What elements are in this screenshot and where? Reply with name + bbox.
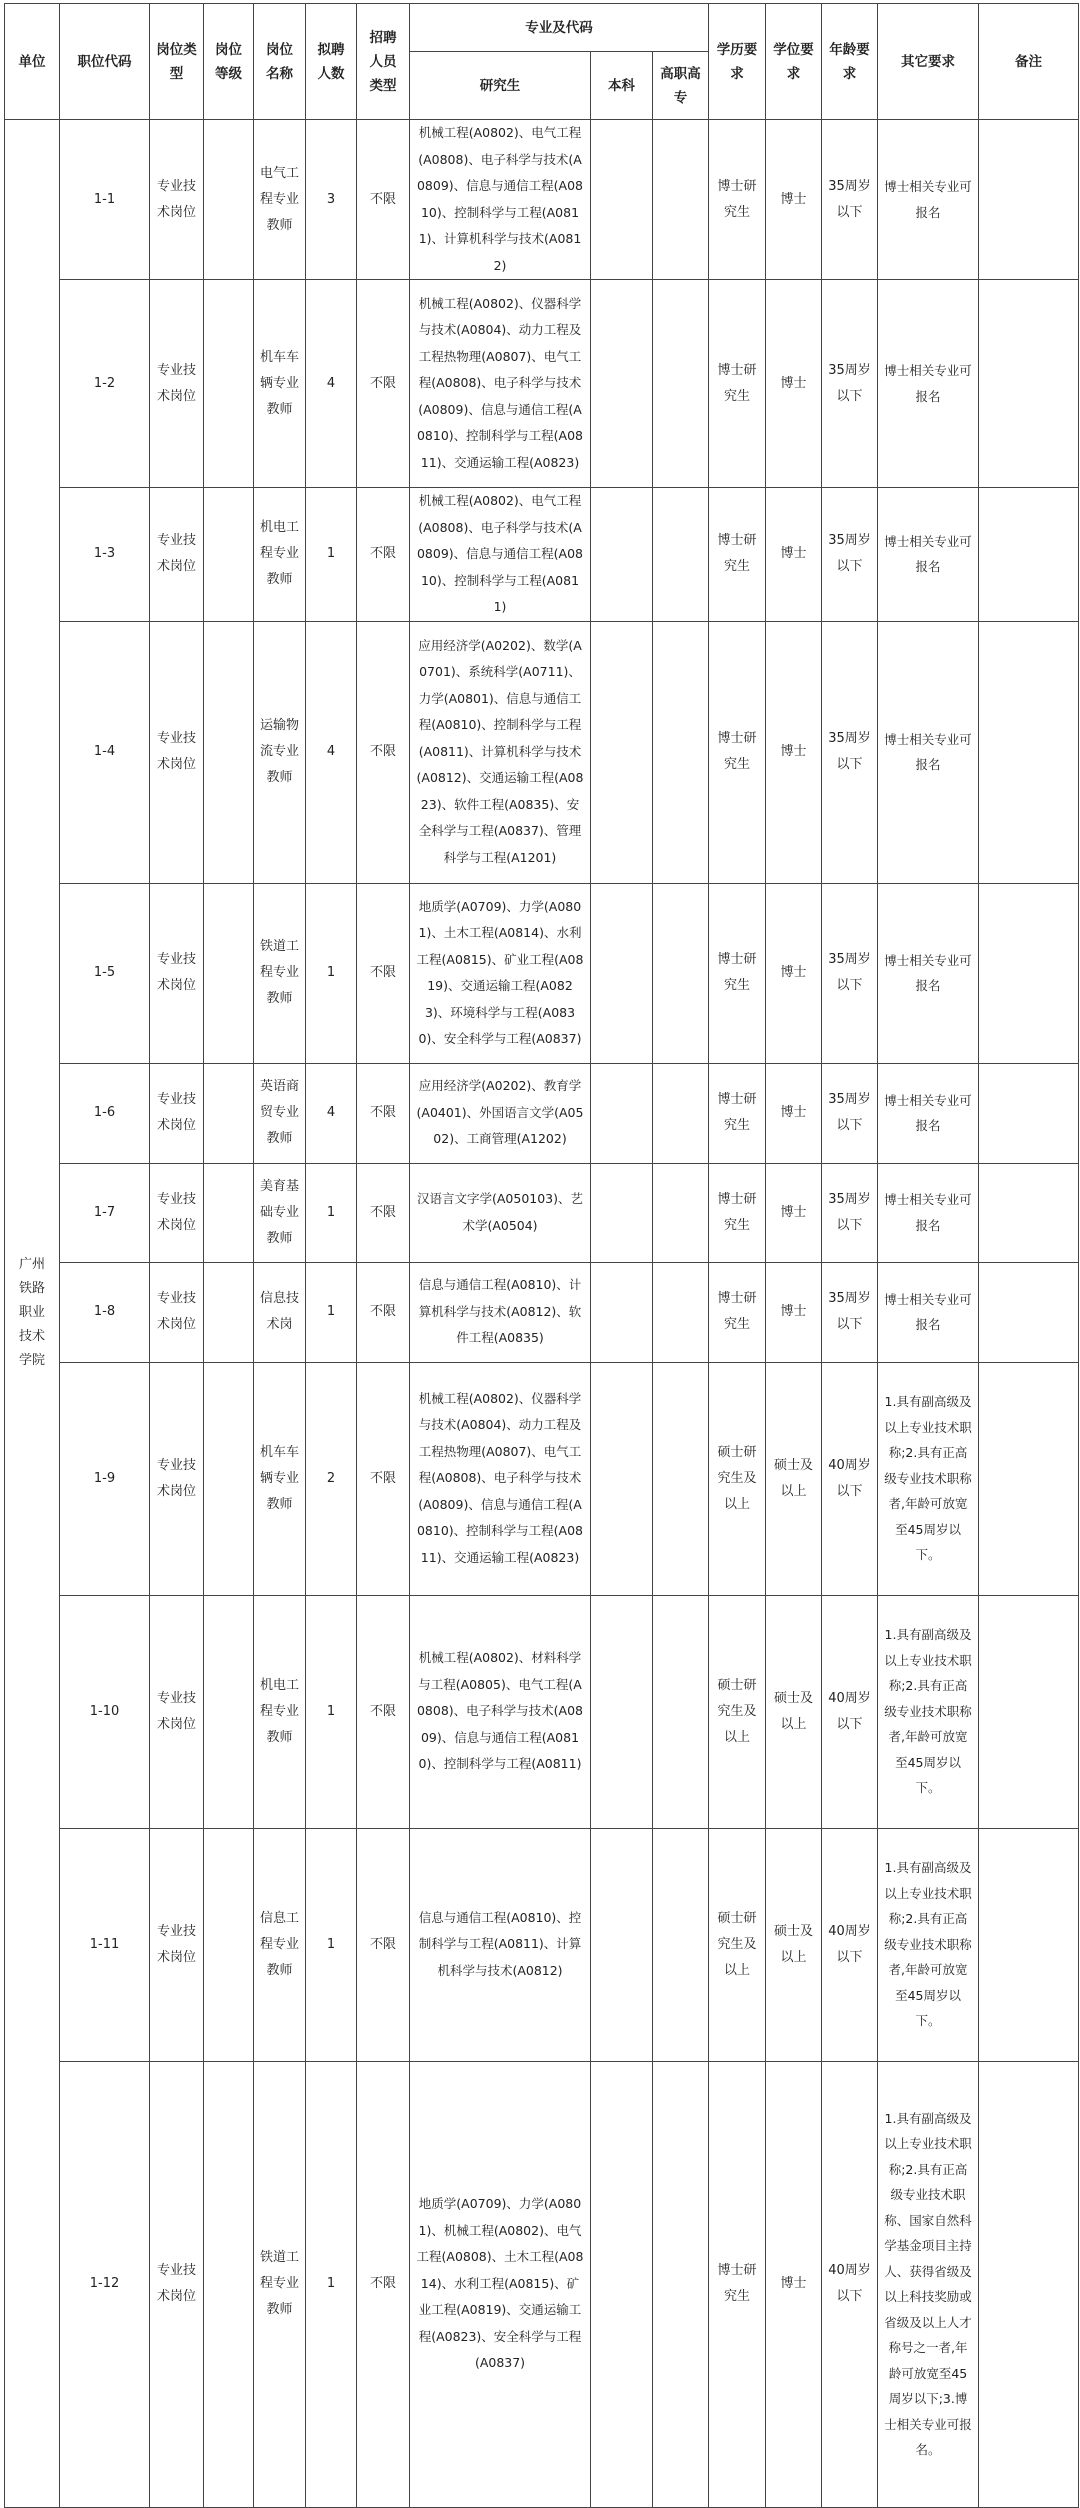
education-requirement: 博士研究生 (709, 621, 766, 883)
position-type: 专业技术岗位 (150, 1362, 204, 1595)
remark (979, 1362, 1079, 1595)
header-education: 学历要求 (709, 4, 766, 120)
remark (979, 621, 1079, 883)
age-requirement: 40周岁以下 (822, 1595, 878, 1828)
age-requirement: 35周岁以下 (822, 883, 878, 1063)
position-code: 1-9 (60, 1362, 150, 1595)
position-code: 1-7 (60, 1163, 150, 1262)
table-row (5, 1063, 1079, 1163)
personnel-type: 不限 (357, 1063, 410, 1163)
table-row (5, 1163, 1079, 1262)
personnel-type: 不限 (357, 1163, 410, 1262)
position-name: 信息工程专业教师 (254, 1828, 306, 2061)
position-grade (204, 1063, 254, 1163)
personnel-type: 不限 (357, 1828, 410, 2061)
header-degree: 学位要求 (766, 4, 822, 120)
undergraduate-majors (591, 1828, 653, 2061)
personnel-type: 不限 (357, 1362, 410, 1595)
position-type: 专业技术岗位 (150, 1595, 204, 1828)
personnel-type: 不限 (357, 488, 410, 622)
position-grade (204, 120, 254, 280)
position-type: 专业技术岗位 (150, 488, 204, 622)
personnel-type: 不限 (357, 1595, 410, 1828)
remark (979, 488, 1079, 622)
graduate-majors: 机械工程(A0802)、材料科学与工程(A0805)、电气工程(A0808)、电子科学与技术(A0809)、信息与通信工程(A0810)、控制科学与工程(A0811) (410, 1595, 591, 1828)
hire-count: 4 (306, 280, 357, 488)
position-type: 专业技术岗位 (150, 280, 204, 488)
table-row (5, 1828, 1079, 2061)
vocational-majors (653, 1595, 709, 1828)
remark (979, 280, 1079, 488)
header-personnel-type: 招聘人员类型 (357, 4, 410, 120)
other-requirements: 1.具有副高级及以上专业技术职称;2.具有正高级专业技术职称者,年龄可放宽至45周岁以下。 (878, 1828, 979, 2061)
position-name: 信息技术岗 (254, 1262, 306, 1362)
other-requirements: 1.具有副高级及以上专业技术职称;2.具有正高级专业技术职称者,年龄可放宽至45周岁以下。 (878, 1362, 979, 1595)
remark (979, 883, 1079, 1063)
position-name: 机电工程专业教师 (254, 1595, 306, 1828)
undergraduate-majors (591, 280, 653, 488)
personnel-type: 不限 (357, 2061, 410, 2507)
age-requirement: 35周岁以下 (822, 120, 878, 280)
header-position-name: 岗位名称 (254, 4, 306, 120)
position-grade (204, 883, 254, 1063)
hire-count: 2 (306, 1362, 357, 1595)
position-grade (204, 2061, 254, 2507)
vocational-majors (653, 2061, 709, 2507)
personnel-type: 不限 (357, 120, 410, 280)
hire-count: 1 (306, 1828, 357, 2061)
table-row (5, 1595, 1079, 1828)
remark (979, 1828, 1079, 2061)
graduate-majors: 汉语言文字学(A050103)、艺术学(A0504) (410, 1163, 591, 1262)
table-row (5, 280, 1079, 488)
vocational-majors (653, 1828, 709, 2061)
position-code: 1-10 (60, 1595, 150, 1828)
header-position-grade: 岗位等级 (204, 4, 254, 120)
graduate-majors: 机械工程(A0802)、电气工程(A0808)、电子科学与技术(A0809)、信息与通信工程(A0810)、控制科学与工程(A0811) (410, 488, 591, 622)
header-remarks: 备注 (979, 4, 1079, 120)
age-requirement: 40周岁以下 (822, 2061, 878, 2507)
hire-count: 3 (306, 120, 357, 280)
position-name: 美育基础专业教师 (254, 1163, 306, 1262)
age-requirement: 35周岁以下 (822, 1262, 878, 1362)
undergraduate-majors (591, 1262, 653, 1362)
personnel-type: 不限 (357, 621, 410, 883)
degree-requirement: 硕士及以上 (766, 1362, 822, 1595)
header-other-requirements: 其它要求 (878, 4, 979, 120)
table-row (5, 883, 1079, 1063)
hire-count: 4 (306, 621, 357, 883)
education-requirement: 博士研究生 (709, 883, 766, 1063)
position-code: 1-1 (60, 120, 150, 280)
vocational-majors (653, 883, 709, 1063)
undergraduate-majors (591, 621, 653, 883)
position-grade (204, 1163, 254, 1262)
other-requirements: 博士相关专业可报名 (878, 1262, 979, 1362)
age-requirement: 35周岁以下 (822, 280, 878, 488)
age-requirement: 35周岁以下 (822, 621, 878, 883)
position-type: 专业技术岗位 (150, 1163, 204, 1262)
vocational-majors (653, 488, 709, 622)
position-grade (204, 280, 254, 488)
position-name: 机电工程专业教师 (254, 488, 306, 622)
undergraduate-majors (591, 883, 653, 1063)
age-requirement: 40周岁以下 (822, 1828, 878, 2061)
unit-name: 广州铁路职业技术学院 (5, 120, 60, 2508)
education-requirement: 博士研究生 (709, 280, 766, 488)
hire-count: 1 (306, 1262, 357, 1362)
undergraduate-majors (591, 1362, 653, 1595)
vocational-majors (653, 1163, 709, 1262)
position-grade (204, 621, 254, 883)
remark (979, 1063, 1079, 1163)
position-name: 机车车辆专业教师 (254, 280, 306, 488)
position-type: 专业技术岗位 (150, 883, 204, 1063)
education-requirement: 硕士研究生及以上 (709, 1595, 766, 1828)
position-type: 专业技术岗位 (150, 120, 204, 280)
vocational-majors (653, 1262, 709, 1362)
degree-requirement: 博士 (766, 488, 822, 622)
header-graduate: 研究生 (410, 52, 591, 120)
position-name: 铁道工程专业教师 (254, 2061, 306, 2507)
vocational-majors (653, 1362, 709, 1595)
degree-requirement: 博士 (766, 1163, 822, 1262)
education-requirement: 博士研究生 (709, 120, 766, 280)
vocational-majors (653, 1063, 709, 1163)
header-hire-count: 拟聘人数 (306, 4, 357, 120)
table-body (5, 120, 1079, 2508)
position-type: 专业技术岗位 (150, 2061, 204, 2507)
education-requirement: 硕士研究生及以上 (709, 1828, 766, 2061)
position-type: 专业技术岗位 (150, 1262, 204, 1362)
table-row (5, 1362, 1079, 1595)
personnel-type: 不限 (357, 280, 410, 488)
degree-requirement: 博士 (766, 1063, 822, 1163)
vocational-majors (653, 621, 709, 883)
undergraduate-majors (591, 1063, 653, 1163)
position-code: 1-5 (60, 883, 150, 1063)
graduate-majors: 应用经济学(A0202)、教育学(A0401)、外国语言文学(A0502)、工商管理(A1202) (410, 1063, 591, 1163)
position-code: 1-8 (60, 1262, 150, 1362)
other-requirements: 博士相关专业可报名 (878, 120, 979, 280)
education-requirement: 博士研究生 (709, 488, 766, 622)
table-row (5, 120, 1079, 280)
other-requirements: 博士相关专业可报名 (878, 1063, 979, 1163)
other-requirements: 1.具有副高级及以上专业技术职称;2.具有正高级专业技术职称、国家自然科学基金项目主持人、获得省级及以上科技奖励或省级及以上人才称号之一者,年龄可放宽至45周岁以下;3.博士相关专业可报名。 (878, 2061, 979, 2507)
education-requirement: 硕士研究生及以上 (709, 1362, 766, 1595)
degree-requirement: 博士 (766, 621, 822, 883)
personnel-type: 不限 (357, 883, 410, 1063)
degree-requirement: 博士 (766, 1262, 822, 1362)
position-name: 英语商贸专业教师 (254, 1063, 306, 1163)
graduate-majors: 机械工程(A0802)、仪器科学与技术(A0804)、动力工程及工程热物理(A0807)、电气工程(A0808)、电子科学与技术(A0809)、信息与通信工程(A0810)、控制科学与工程(A0811)、交通运输工程(A0823) (410, 280, 591, 488)
graduate-majors: 地质学(A0709)、力学(A0801)、机械工程(A0802)、电气工程(A0808)、土木工程(A0814)、水利工程(A0815)、矿业工程(A0819)、交通运输工程(A0823)、安全科学与工程(A0837) (410, 2061, 591, 2507)
graduate-majors: 地质学(A0709)、力学(A0801)、土木工程(A0814)、水利工程(A0815)、矿业工程(A0819)、交通运输工程(A0823)、环境科学与工程(A0830)、安全科学与工程(A0837) (410, 883, 591, 1063)
position-name: 机车车辆专业教师 (254, 1362, 306, 1595)
header-position-code: 职位代码 (60, 4, 150, 120)
remark (979, 1163, 1079, 1262)
position-grade (204, 1828, 254, 2061)
position-grade (204, 488, 254, 622)
position-name: 电气工程专业教师 (254, 120, 306, 280)
position-type: 专业技术岗位 (150, 1063, 204, 1163)
other-requirements: 博士相关专业可报名 (878, 1163, 979, 1262)
table-row (5, 488, 1079, 622)
position-name: 运输物流专业教师 (254, 621, 306, 883)
position-grade (204, 1262, 254, 1362)
other-requirements: 博士相关专业可报名 (878, 621, 979, 883)
other-requirements: 博士相关专业可报名 (878, 280, 979, 488)
position-type: 专业技术岗位 (150, 1828, 204, 2061)
education-requirement: 博士研究生 (709, 1063, 766, 1163)
table-row (5, 2061, 1079, 2507)
hire-count: 4 (306, 1063, 357, 1163)
hire-count: 1 (306, 883, 357, 1063)
position-name: 铁道工程专业教师 (254, 883, 306, 1063)
recruitment-table-container (4, 3, 1079, 2508)
education-requirement: 博士研究生 (709, 1262, 766, 1362)
header-major-group: 专业及代码 (410, 4, 709, 52)
undergraduate-majors (591, 1163, 653, 1262)
graduate-majors: 信息与通信工程(A0810)、控制科学与工程(A0811)、计算机科学与技术(A0812) (410, 1828, 591, 2061)
other-requirements: 博士相关专业可报名 (878, 883, 979, 1063)
position-code: 1-11 (60, 1828, 150, 2061)
other-requirements: 博士相关专业可报名 (878, 488, 979, 622)
position-grade (204, 1595, 254, 1828)
table-row (5, 1262, 1079, 1362)
position-grade (204, 1362, 254, 1595)
other-requirements: 1.具有副高级及以上专业技术职称;2.具有正高级专业技术职称者,年龄可放宽至45周岁以下。 (878, 1595, 979, 1828)
header-age: 年龄要求 (822, 4, 878, 120)
age-requirement: 35周岁以下 (822, 488, 878, 622)
undergraduate-majors (591, 2061, 653, 2507)
position-code: 1-4 (60, 621, 150, 883)
education-requirement: 博士研究生 (709, 1163, 766, 1262)
position-code: 1-6 (60, 1063, 150, 1163)
age-requirement: 35周岁以下 (822, 1063, 878, 1163)
remark (979, 1262, 1079, 1362)
header-unit: 单位 (5, 4, 60, 120)
table-row (5, 621, 1079, 883)
remark (979, 2061, 1079, 2507)
graduate-majors: 应用经济学(A0202)、数学(A0701)、系统科学(A0711)、力学(A0801)、信息与通信工程(A0810)、控制科学与工程(A0811)、计算机科学与技术(A0812)、交通运输工程(A0823)、软件工程(A0835)、安全科学与工程(A0837)、管理科学与工程(A1201) (410, 621, 591, 883)
undergraduate-majors (591, 1595, 653, 1828)
hire-count: 1 (306, 488, 357, 622)
vocational-majors (653, 280, 709, 488)
position-code: 1-12 (60, 2061, 150, 2507)
position-code: 1-2 (60, 280, 150, 488)
degree-requirement: 博士 (766, 280, 822, 488)
recruitment-table (4, 3, 1079, 2508)
position-type: 专业技术岗位 (150, 621, 204, 883)
education-requirement: 博士研究生 (709, 2061, 766, 2507)
personnel-type: 不限 (357, 1262, 410, 1362)
undergraduate-majors (591, 120, 653, 280)
header-undergraduate: 本科 (591, 52, 653, 120)
degree-requirement: 博士 (766, 120, 822, 280)
hire-count: 1 (306, 2061, 357, 2507)
header-position-type: 岗位类型 (150, 4, 204, 120)
remark (979, 1595, 1079, 1828)
hire-count: 1 (306, 1163, 357, 1262)
graduate-majors: 信息与通信工程(A0810)、计算机科学与技术(A0812)、软件工程(A0835) (410, 1262, 591, 1362)
position-code: 1-3 (60, 488, 150, 622)
graduate-majors: 机械工程(A0802)、仪器科学与技术(A0804)、动力工程及工程热物理(A0807)、电气工程(A0808)、电子科学与技术(A0809)、信息与通信工程(A0810)、控制科学与工程(A0811)、交通运输工程(A0823) (410, 1362, 591, 1595)
hire-count: 1 (306, 1595, 357, 1828)
undergraduate-majors (591, 488, 653, 622)
degree-requirement: 硕士及以上 (766, 1828, 822, 2061)
degree-requirement: 博士 (766, 2061, 822, 2507)
header-vocational: 高职高专 (653, 52, 709, 120)
vocational-majors (653, 120, 709, 280)
age-requirement: 35周岁以下 (822, 1163, 878, 1262)
graduate-majors: 机械工程(A0802)、电气工程(A0808)、电子科学与技术(A0809)、信息与通信工程(A0810)、控制科学与工程(A0811)、计算机科学与技术(A0812) (410, 120, 591, 280)
degree-requirement: 博士 (766, 883, 822, 1063)
degree-requirement: 硕士及以上 (766, 1595, 822, 1828)
remark (979, 120, 1079, 280)
age-requirement: 40周岁以下 (822, 1362, 878, 1595)
